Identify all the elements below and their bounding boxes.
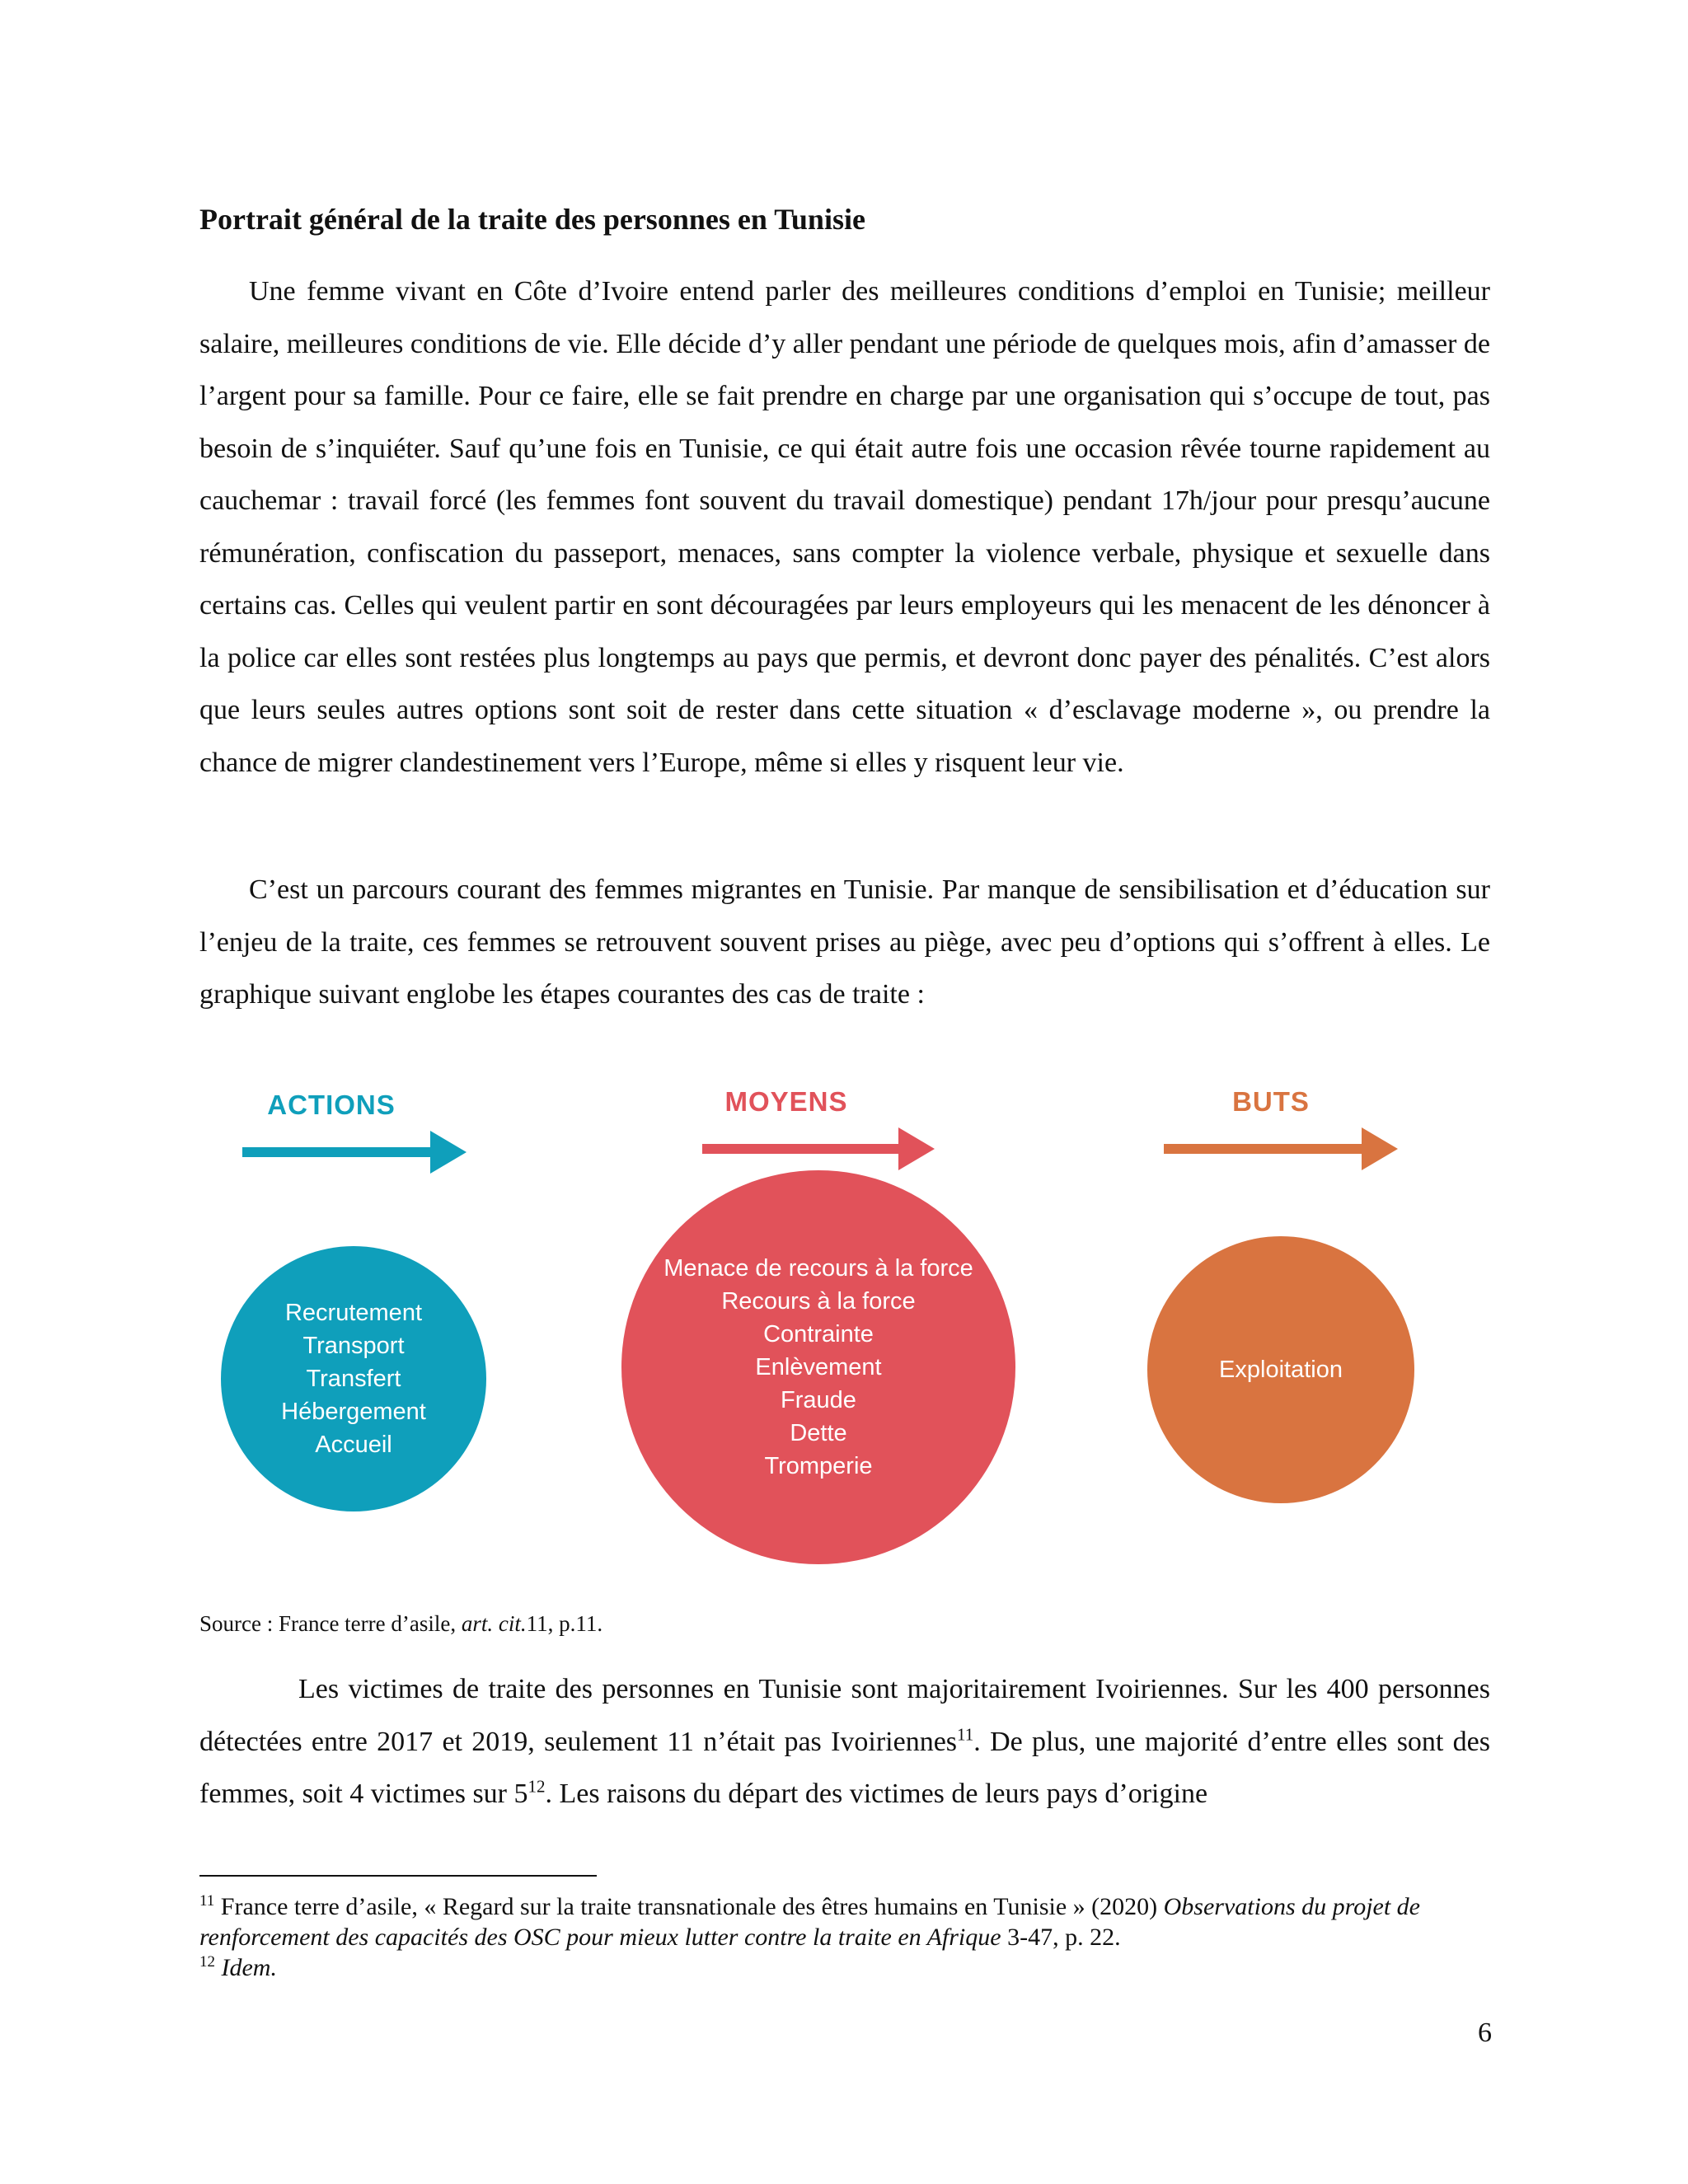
footnote-ref-12[interactable]: 12 — [528, 1776, 546, 1797]
paragraph-3-text-c: . Les raisons du départ des victimes de leurs pays d’origine — [545, 1779, 1208, 1809]
source-italic: art. cit. — [461, 1611, 527, 1636]
paragraph-3 — [199, 1663, 1490, 1821]
footnote-12-text — [215, 1954, 222, 1981]
stage-item: Fraude — [781, 1387, 856, 1413]
figure-source — [199, 1609, 1493, 1638]
source-prefix: Source : France terre d’asile, — [199, 1611, 462, 1636]
paragraph-2: C’est un parcours courant des femmes migrantes en Tunisie. Par manque de sensibilisation et d’éducation sur l’enjeu de la traite, ces femmes se retrouvent souvent prises au piège, avec peu d’options qui s’offrent à elles. Le graphique suivant englobe les étapes courantes des cas de traite : — [199, 874, 1490, 1010]
footnote-12 — [199, 1952, 1518, 1983]
section-heading: Portrait général de la traite des personnes en Tunisie — [199, 203, 865, 236]
stage-item: Accueil — [315, 1432, 392, 1458]
footnote-11-number: 11 — [199, 1892, 215, 1910]
footnote-ref-11[interactable]: 11 — [957, 1724, 974, 1745]
paragraph-3-text-a: Les victimes de traite des personnes en Tunisie sont majoritairement Ivoiriennes. Sur les 400 personnes détectées entre 2017 et 2019, seulement 11 n’était pas Ivoiriennes — [199, 1674, 1490, 1757]
footnote-separator — [199, 1875, 597, 1877]
actions-items — [281, 1296, 426, 1461]
stage-item: Enlèvement — [755, 1354, 882, 1380]
stage-item: Tromperie — [764, 1453, 873, 1479]
actions-arrow-icon — [242, 1131, 467, 1172]
buts-label: BUTS — [1232, 1086, 1310, 1117]
actions-circle — [221, 1246, 486, 1511]
stage-item: Menace de recours à la force — [663, 1255, 973, 1282]
stage-item: Transfert — [306, 1366, 401, 1392]
footnote-12-number: 12 — [199, 1953, 215, 1971]
buts-items — [1219, 1353, 1343, 1386]
stage-item: Contrainte — [763, 1321, 874, 1347]
actions-label: ACTIONS — [267, 1090, 396, 1120]
stage-item: Dette — [790, 1420, 847, 1446]
paragraph-1: Une femme vivant en Côte d’Ivoire entend parler des meilleures conditions d’emploi en Tunisie; meilleur salaire, meilleures conditions de vie. Elle décide d’y aller pendant une période de quelques mois, afin d’amasser de l’argent pour sa famille. Pour ce faire, elle se fait prendre en charge par une organisation qui s’occupe de tout, pas besoin de s’inquiéter. Sauf qu’une fois en Tunisie, ce qui était autre fois une occasion rêvée tourne rapidement au cauchemar : travail forcé (les femmes font souvent du travail domestique) pendant 17h/jour pour presqu’aucune rémunération, confiscation du passeport, menaces, sans compter la violence verbale, physique et sexuelle dans certains cas. Celles qui veulent partir en sont découragées par leurs employeurs qui les menacent de les dénoncer à la police car elles sont restées plus longtemps au pays que permis, et devront donc payer des pénalités. C’est alors que leurs seules autres options sont soit de rester dans cette situation « d’esclavage moderne », ou prendre la chance de migrer clandestinement vers l’Europe, même si elles y risquent leur vie. — [199, 276, 1490, 778]
stage-item: Recours à la force — [721, 1288, 916, 1315]
footnote-12-italic: Idem. — [221, 1954, 277, 1981]
paragraph-3-text-b: . De plus, une majorité d’entre elles sont des femmes, soit 4 victimes sur 5 — [199, 1726, 1491, 1809]
buts-arrow-icon — [1164, 1127, 1398, 1169]
footnote-11-text: France terre d’asile, « Regard sur la traite transnationale des êtres humains en Tunisie » (2020) — [214, 1893, 1164, 1920]
moyens-circle — [621, 1170, 1015, 1564]
moyens-items — [663, 1252, 973, 1483]
moyens-arrow-icon — [702, 1127, 935, 1169]
stage-item: Recrutement — [284, 1300, 422, 1326]
trafficking-stages-infographic — [216, 1071, 1428, 1574]
stage-item: Transport — [302, 1333, 405, 1359]
source-suffix: 11, p.11. — [526, 1611, 603, 1636]
footnote-11-italic: Observations du projet de renforcement des capacités des OSC pour mieux lutter contre la traite en Afrique — [199, 1893, 1420, 1951]
footnote-11 — [199, 1891, 1518, 1952]
stage-item: Hébergement — [281, 1399, 426, 1425]
buts-circle — [1147, 1236, 1414, 1503]
page-number: 6 — [1478, 2018, 1492, 2048]
footnote-11-suffix: 3-47, p. 22. — [1001, 1924, 1121, 1951]
footnotes — [199, 1891, 1518, 1983]
stage-item: Exploitation — [1219, 1357, 1343, 1383]
moyens-label: MOYENS — [724, 1086, 848, 1117]
